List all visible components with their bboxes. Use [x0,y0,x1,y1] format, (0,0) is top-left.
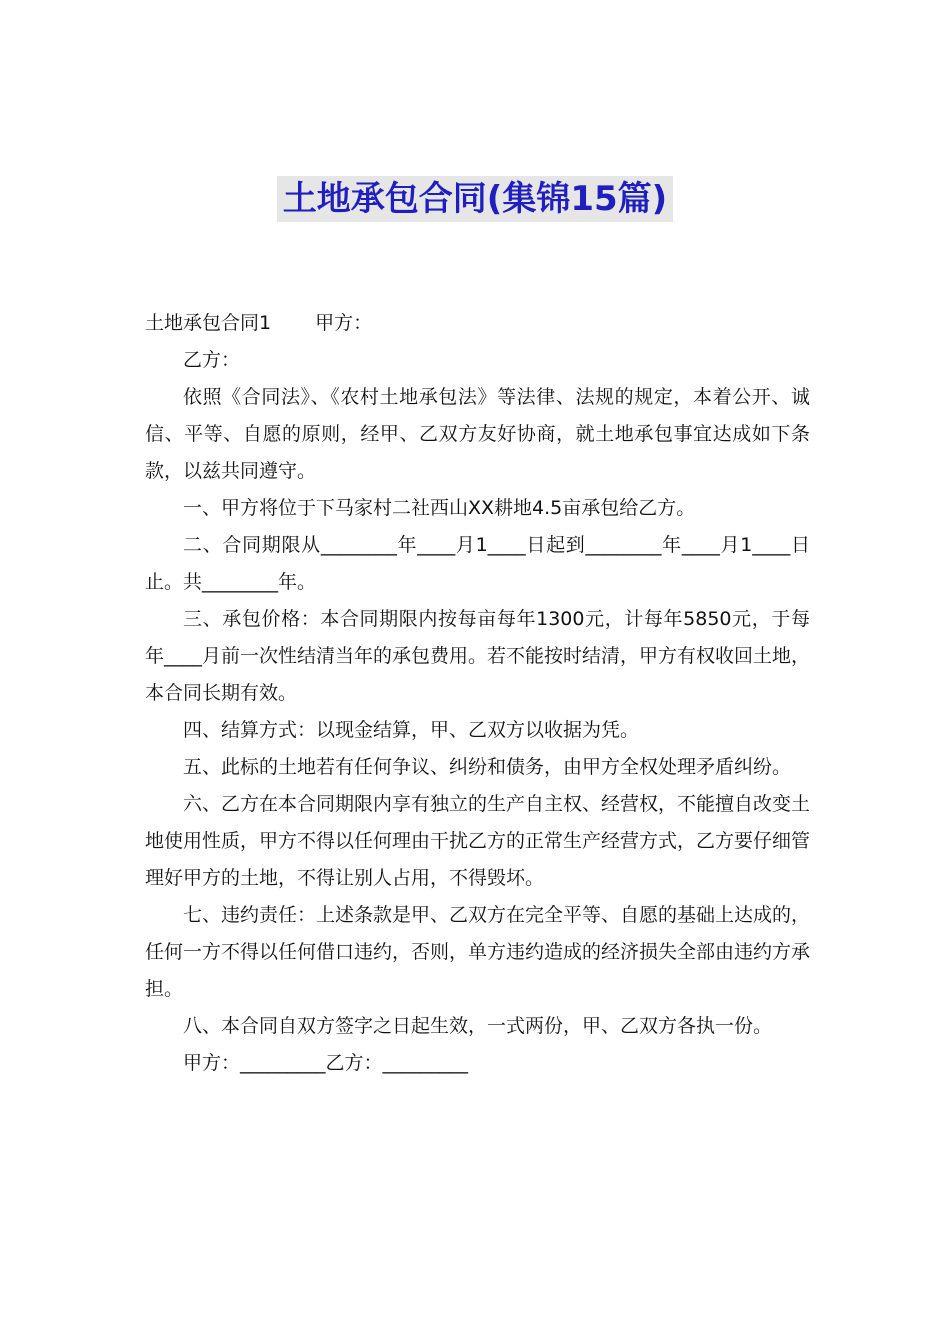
contract-heading: 土地承包合同1 [145,312,272,334]
document-title: 土地承包合同(集锦15篇) [277,176,673,222]
contract-heading-line [145,305,810,342]
clause-2: 二、合同期限从________年____月1____日起到________年____月1____日止。共________年。 [145,534,810,593]
clause-5: 五、此标的土地若有任何争议、纠纷和债务，由甲方全权处理矛盾纠纷。 [183,756,792,778]
clause-4: 四、结算方式：以现金结算，甲、乙双方以收据为凭。 [183,719,640,741]
clause-8: 八、本合同自双方签字之日起生效，一式两份，甲、乙双方各执一份。 [183,1015,773,1037]
clause-1: 一、甲方将位于下马家村二社西山XX耕地4.5亩承包给乙方。 [183,497,696,519]
title-container [0,176,950,222]
clause-6: 六、乙方在本合同期限内享有独立的生产自主权、经营权，不能擅自改变土地使用性质，甲方不得以任何理由干扰乙方的正常生产经营方式，乙方要仔细管理好甲方的土地，不得让别人占用，不得毁坏。 [145,793,811,889]
party-b-line: 乙方： [183,349,241,371]
preamble-paragraph: 依照《合同法》、《农村土地承包法》等法律、法规的规定，本着公开、诚信、平等、自愿的原则，经甲、乙双方友好协商，就土地承包事宜达成如下条款，以兹共同遵守。 [145,386,810,482]
document-body [145,305,810,1082]
clause-7: 七、违约责任：上述条款是甲、乙双方在完全平等、自愿的基础上达成的，任何一方不得以任何借口违约，否则，单方违约造成的经济损失全部由违约方承担。 [145,904,811,1000]
signature-line: 甲方：_________乙方：_________ [183,1052,469,1074]
party-a-label: 甲方： [315,312,373,334]
clause-3: 三、承包价格：本合同期限内按每亩每年1300元，计每年5850元，于每年____月前一次性结清当年的承包费用。若不能按时结清，甲方有权收回土地，本合同长期有效。 [145,608,811,704]
